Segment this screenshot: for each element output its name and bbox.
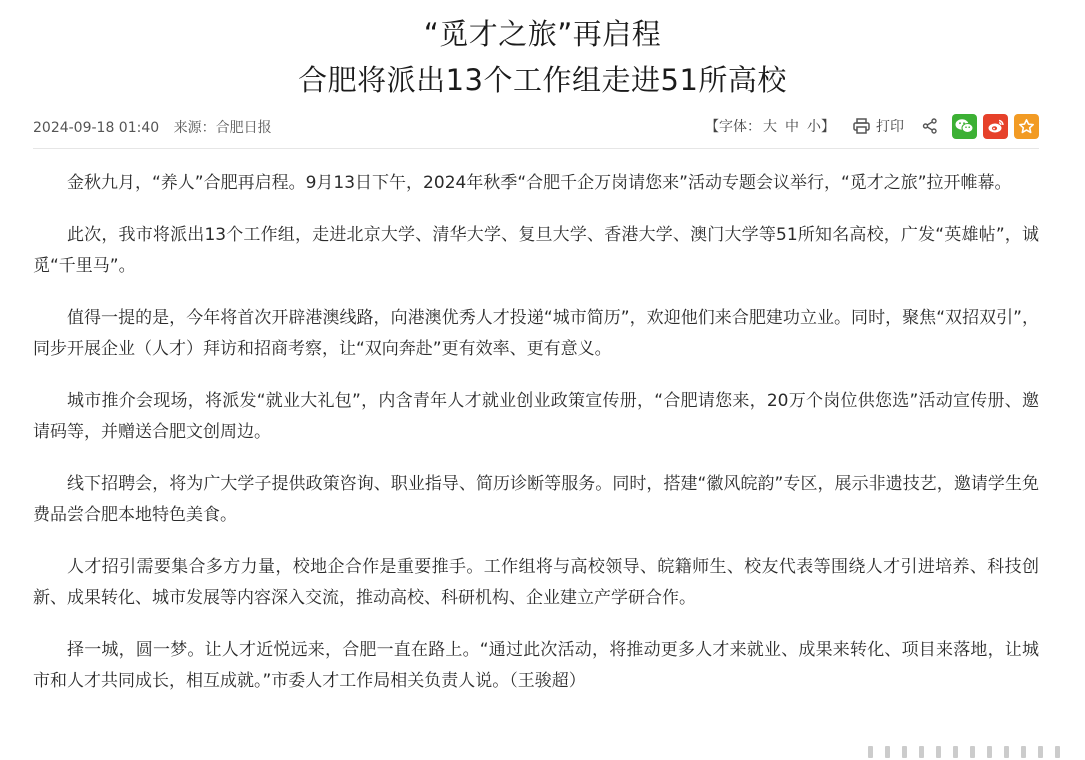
font-size-large[interactable]: 大 — [763, 119, 777, 135]
article-title-line2: 合肥将派出13个工作组走进51所高校 — [298, 63, 787, 97]
share-button[interactable] — [922, 118, 938, 134]
print-label: 打印 — [876, 119, 904, 135]
print-button[interactable] — [853, 116, 904, 136]
paragraph: 人才招引需要集合多方力量，校地企合作是重要推手。工作组将与高校领导、皖籍师生、校友代表等围绕人才引进培养、科技创新、成果转化、城市发展等内容深入交流，推动高校、科研机构、企业建立产学研合作。 — [33, 557, 1039, 608]
font-size-label: 【字体： — [705, 119, 761, 135]
printer-icon — [853, 118, 870, 134]
star-icon — [1018, 118, 1035, 135]
weibo-share-button[interactable] — [983, 114, 1008, 139]
article-title-line1: “觅才之旅”再启程 — [423, 17, 662, 51]
header-divider — [33, 148, 1039, 149]
article-meta — [33, 117, 282, 137]
article-toolbar — [705, 112, 1039, 140]
paragraph: 线下招聘会，将为广大学子提供政策咨询、职业指导、简历诊断等服务。同时，搭建“徽风皖韵”专区，展示非遗技艺，邀请学生免费品尝合肥本地特色美食。 — [33, 474, 1039, 525]
favorite-button[interactable] — [1014, 114, 1039, 139]
page-indicator — [868, 746, 1072, 760]
paragraph: 此次，我市将派出13个工作组，走进北京大学、清华大学、复旦大学、香港大学、澳门大学等51所知名高校，广发“英雄帖”，诚觅“千里马”。 — [33, 225, 1039, 276]
article-body — [33, 168, 1039, 718]
article-source: 来源：合肥日报 — [173, 120, 272, 136]
font-size-control — [705, 116, 835, 136]
paragraph: 择一城，圆一梦。让人才近悦远来，合肥一直在路上。“通过此次活动，将推动更多人才来就业、成果来转化、项目来落地，让城市和人才共同成长，相互成就。”市委人才工作局相关负责人说。（王骏超） — [33, 640, 1039, 691]
share-icon — [922, 118, 938, 134]
wechat-icon — [955, 118, 974, 134]
paragraph: 值得一提的是，今年将首次开辟港澳线路，向港澳优秀人才投递“城市简历”，欢迎他们来合肥建功立业。同时，聚焦“双招双引”，同步开展企业（人才）拜访和招商考察，让“双向奔赴”更有效率、更有意义。 — [33, 308, 1039, 359]
wechat-share-button[interactable] — [952, 114, 977, 139]
paragraph: 金秋九月，“养人”合肥再启程。9月13日下午，2024年秋季“合肥千企万岗请您来”活动专题会议举行，“觅才之旅”拉开帷幕。 — [67, 173, 1012, 193]
paragraph: 城市推介会现场，将派发“就业大礼包”，内含青年人才就业创业政策宣传册，“合肥请您来，20万个岗位供您选”活动宣传册、邀请码等，并赠送合肥文创周边。 — [33, 391, 1039, 442]
weibo-icon — [987, 118, 1005, 134]
font-size-medium[interactable]: 中 — [785, 119, 799, 135]
publish-date: 2024-09-18 01:40 — [33, 120, 160, 136]
font-size-small[interactable]: 小】 — [807, 119, 835, 135]
